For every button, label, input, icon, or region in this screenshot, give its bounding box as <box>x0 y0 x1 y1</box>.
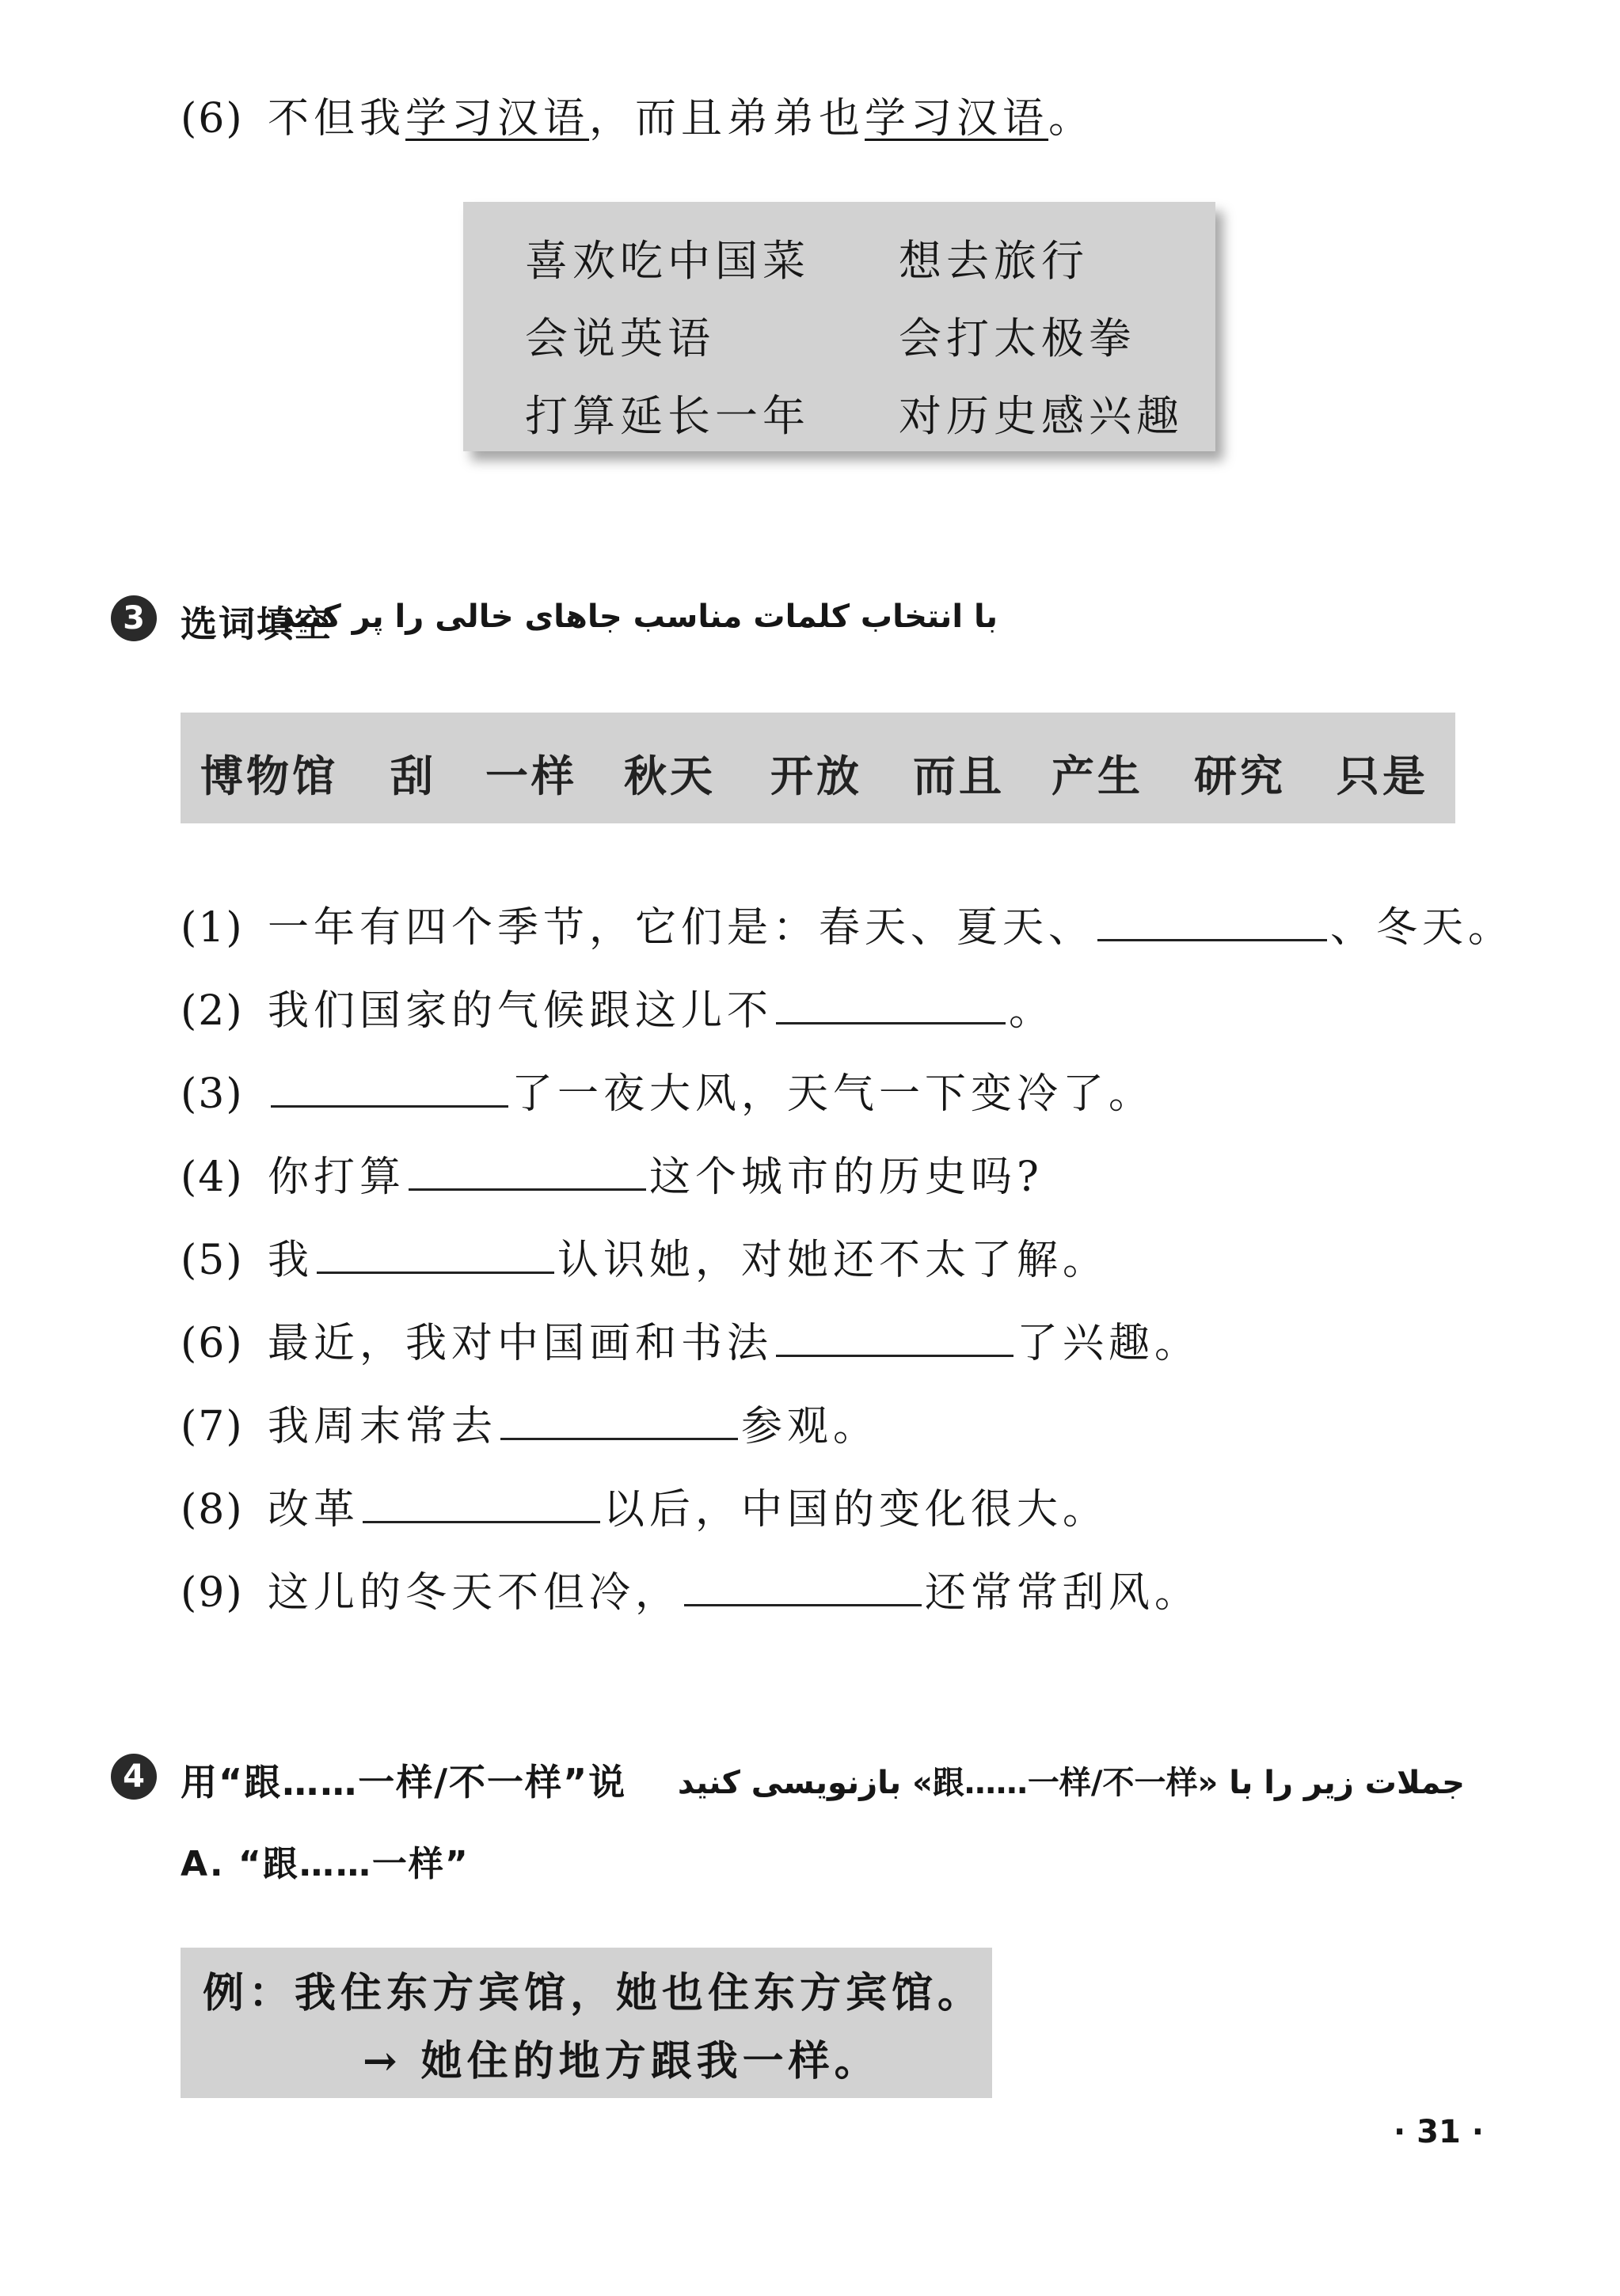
section-title: 用“跟……一样/不一样”说 <box>181 1761 627 1804</box>
item-number: (3) <box>181 1070 244 1118</box>
exercise-item <box>181 1318 1200 1369</box>
sentence-part: 不但我 <box>268 95 406 143</box>
exercise-item <box>181 1401 879 1452</box>
answer-blank[interactable] <box>317 1240 554 1274</box>
word-bank-item: 而且 <box>913 751 1005 801</box>
item-text: 这儿的冬天不但冷， <box>268 1569 682 1617</box>
item-text: 改革 <box>268 1486 360 1534</box>
item-text: 认识她，对她还不太了解。 <box>557 1237 1109 1284</box>
word-bank-item: 一样 <box>485 751 577 801</box>
item-text: 。 <box>1009 987 1055 1035</box>
sentence-part: ，而且弟弟也 <box>589 95 865 143</box>
persian-instruction: جملات زیر را با «跟……一样/不一样» بازنویسی کنید <box>677 1765 1465 1801</box>
item-number: (9) <box>181 1569 244 1617</box>
exercise-item <box>181 903 1514 953</box>
item-text: 以后，中国的变化很大。 <box>603 1486 1109 1534</box>
phrase-box <box>463 202 1215 451</box>
item-number: (6) <box>181 95 244 143</box>
sentence-part: 。 <box>1048 95 1095 143</box>
underlined-phrase: 学习汉语 <box>865 95 1049 143</box>
item-text: 参观。 <box>741 1403 880 1450</box>
word-bank-item: 开放 <box>770 751 862 801</box>
item-text: 了一夜大风，天气一下变冷了。 <box>511 1070 1155 1118</box>
word-bank-item: 产生 <box>1051 751 1143 801</box>
exercise-item <box>181 1484 1109 1535</box>
word-bank-item: 研究 <box>1194 751 1286 801</box>
item-text: 你打算 <box>268 1154 406 1201</box>
answer-blank[interactable] <box>776 1323 1013 1357</box>
item-number: (5) <box>181 1237 244 1284</box>
section-badge: 4 <box>111 1754 157 1800</box>
exercise-item <box>181 1152 1044 1203</box>
persian-instruction: با انتخاب کلمات مناسب جاهای خالی را پر کنید <box>278 599 998 635</box>
underlined-phrase: 学习汉语 <box>405 95 590 143</box>
answer-blank[interactable] <box>684 1572 922 1606</box>
item-text: 、冬天。 <box>1330 904 1515 952</box>
top-sentence <box>181 93 1094 144</box>
phrase: 想去旅行 <box>899 236 1089 286</box>
answer-blank[interactable] <box>776 990 1006 1024</box>
subsection-label: A. “跟……一样” <box>181 1844 470 1884</box>
phrase: 会说英语 <box>525 314 715 363</box>
item-number: (1) <box>181 904 244 952</box>
phrase: 喜欢吃中国菜 <box>525 236 810 286</box>
word-bank-item: 刮 <box>390 751 436 801</box>
phrase: 对历史感兴趣 <box>899 391 1184 441</box>
exercise-item <box>181 1568 1200 1618</box>
answer-blank[interactable] <box>271 1074 508 1108</box>
item-number: (8) <box>181 1486 244 1534</box>
exercise-item <box>181 1235 1109 1286</box>
item-number: (2) <box>181 987 244 1035</box>
example-sentence: 例：我住东方宾馆，她也住东方宾馆。 <box>203 1969 984 2017</box>
answer-blank[interactable] <box>363 1489 600 1523</box>
item-number: (4) <box>181 1154 244 1201</box>
item-text: 了兴趣。 <box>1017 1320 1201 1367</box>
phrase: 打算延长一年 <box>525 391 810 441</box>
answer-blank[interactable] <box>500 1406 738 1440</box>
word-bank-item: 博物馆 <box>200 751 338 801</box>
word-bank-item: 秋天 <box>624 751 716 801</box>
word-bank <box>181 713 1455 823</box>
page-number: · 31 · <box>1394 2114 1484 2150</box>
exercise-item <box>181 986 1055 1036</box>
section-badge: 3 <box>111 595 157 641</box>
example-answer: → 她住的地方跟我一样。 <box>363 2037 880 2085</box>
item-text: 一年有四个季节，它们是：春天、夏天、 <box>268 904 1095 952</box>
answer-blank[interactable] <box>409 1157 646 1191</box>
item-number: (6) <box>181 1320 244 1367</box>
item-text: 我 <box>268 1237 314 1284</box>
item-text: 最近，我对中国画和书法 <box>268 1320 774 1367</box>
exercise-item <box>181 1069 1154 1119</box>
section-title: 选词填空 <box>181 603 333 645</box>
item-text: 我们国家的气候跟这儿不 <box>268 987 774 1035</box>
example-box <box>181 1948 992 2098</box>
item-number: (7) <box>181 1403 244 1450</box>
phrase: 会打太极拳 <box>899 314 1136 363</box>
item-text: 还常常刮风。 <box>925 1569 1201 1617</box>
item-text: 我周末常去 <box>268 1403 498 1450</box>
word-bank-item: 只是 <box>1337 751 1428 801</box>
item-text: 这个城市的历史吗? <box>649 1154 1044 1201</box>
answer-blank[interactable] <box>1097 907 1327 941</box>
